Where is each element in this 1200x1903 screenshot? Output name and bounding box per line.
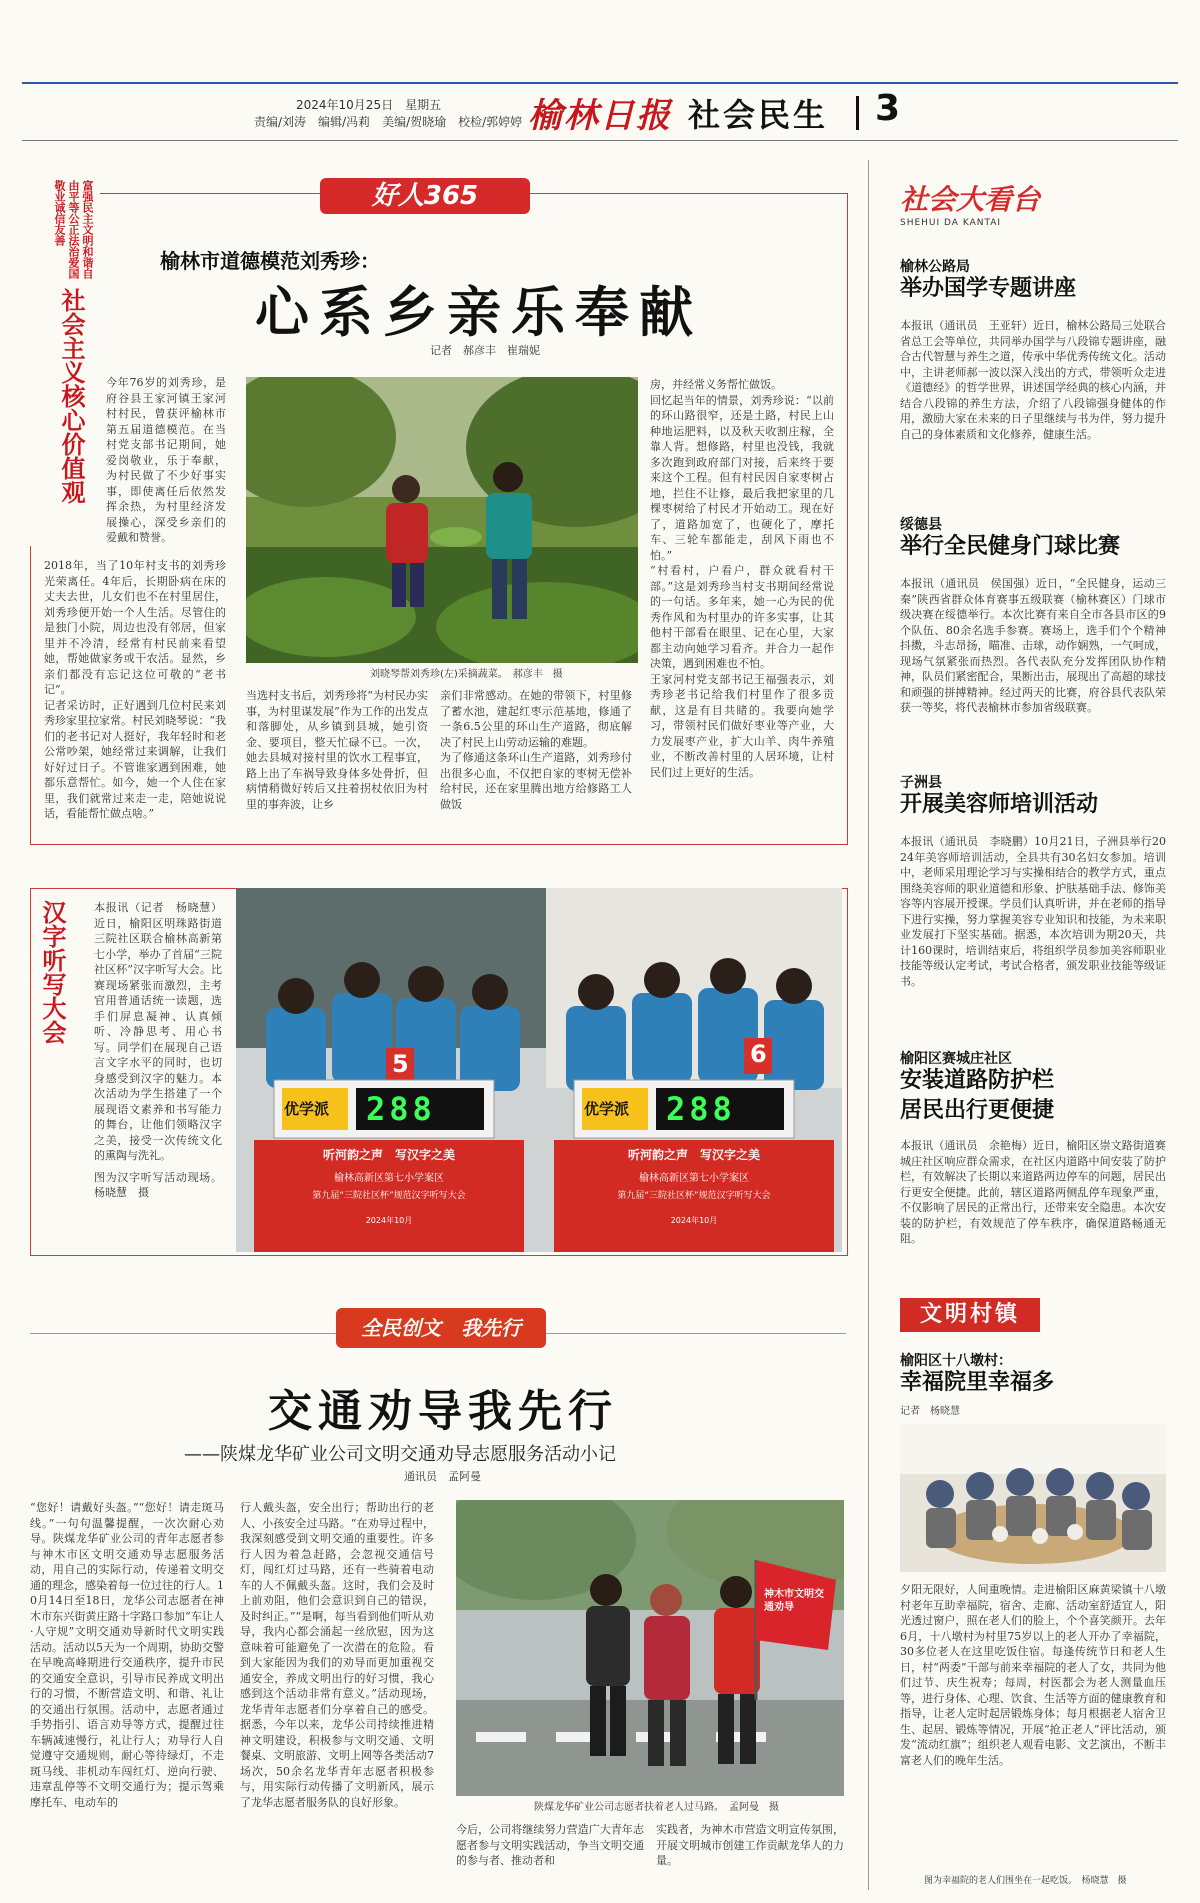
civ-para: 夕阳无限好，人间重晚情。走进榆阳区麻黄梁镇十八墩村老年互助幸福院，宿舍、走廊、活动室舒适宜人，阳光透过窗户，照在老人们的脸上，个个喜笑颜开。去年6月，十八墩村为村里75岁以上的老人开办了幸福院，30多位老人在这里吃饭住宿。每逢传统节日和老人生日，村“两委”干部与前来幸福院的老人了女，共同为他们过节、庆生祝寿；每周，村医都会为老人测量血压等，进行身体、心理、饮食、生活等方面的健康教育和指导，让老人定时起居锻炼身体；每月根据老人宿舍卫生、起居、锻炼等情况，开展“抢正老人”评比活动，颁发“流动红旗”；组织老人观看电影、文艺演出，不断丰富老人们的晚年生活。 (900, 1583, 1166, 1767)
feature1-col4c-para: “村看村，户看户，群众就看村干部。”这是刘秀珍当村支书期间经常说的一句话。多年来，她一心为民的优秀作风和为村里办的许多实事，让其他村干部看在眼里、记在心里，大家都主动向她学习看齐。并合力一起作决策，遇到困难也不怕。 (650, 564, 834, 670)
civ-title: 幸福院里幸福多 (900, 1370, 1055, 1395)
masthead-logo: 榆林日报 (528, 96, 672, 136)
sidebar-item1-text (900, 318, 1166, 488)
feature3-col1 (30, 1500, 224, 1893)
civ-sub: 榆阳区十八墩村： (900, 1353, 1012, 1369)
desk-left-line3: 第九届“三院社区杯”规范汉字听写大会 (312, 1191, 466, 1201)
feature1-col4 (650, 377, 834, 839)
desk-right-number: 6 (750, 1040, 767, 1068)
feature1-kicker-logo: 好人365 (320, 178, 530, 214)
feature1-col3 (440, 688, 632, 838)
desk-right-date: 2024年10月 (670, 1216, 718, 1225)
desk-left-number: 5 (392, 1050, 409, 1078)
masthead-separator (856, 96, 859, 130)
civ-photo-art (900, 1424, 1166, 1572)
feature3-byline: 通讯员 孟阿曼 (404, 1470, 481, 1483)
sidebar-item2-sub: 绥德县 (900, 517, 942, 533)
feature3-col4-para: 实践者，为神木市营造文明宣传氛围，开展文明城市创建工作贡献龙华人的力量。 (656, 1823, 844, 1867)
sidebar-item1-para: 本报讯（通讯员 王亚轩）近日，榆林公路局三处联合省总工会等单位，共同举办国学与八段锦专题讲座，融合古代智慧与养生之道，传承中华优秀传统文化。活动中，主讲老师郝一波以深入浅出的方式，带领听众走进《道德经》的哲学世界，讲述国学经典的核心内涵，并结合八段锦的养生方法，介绍了八段锦强身健体的作用，激励大家在未来的日子里继续与书为伴，努力提升自己的身体素质和文化修养，健康生活。 (900, 319, 1166, 441)
feature1-col1 (106, 375, 226, 555)
scoreboard-right-score: 288 (666, 1090, 736, 1128)
feature3-photo-art (456, 1500, 844, 1796)
masthead-date: 2024年10月25日 星期五 (296, 98, 442, 112)
feature1-kicker: 榆林市道德模范刘秀珍： (160, 249, 380, 273)
feature1-photo-caption: 刘晓琴帮刘秀珍(左)采摘蔬菜。 郝彦丰 摄 (370, 669, 563, 680)
feature3-col2-para: 行人戴头盔，安全出行；帮助出行的老人、小孩安全过马路。“在劝导过程中，我深刻感受到文明交通的重要性。许多行人因为着急赶路，会忽视交通信号灯，闯红灯过马路，还有一些骑着电动车的人不佩戴头盔。这时，我们会及时上前劝阻，他们会意识到自己的错误，及时纠正。”“是啊，每当看到他们听从劝导，我内心都会涌起一丝欣慰，因为这意味着可能避免了一次潜在的危险。看到大家能因为我们的劝导而更加重视交通安全，养成文明出行的好习惯，我心感到这个活动非常有意义。”活动现场，龙华青年志愿者们分享着自己的感受。据悉，今年以来，龙华公司持续推进精神文明建设，积极参与文明交通、文明餐桌、文明旅游、文明上网等各类活动7场次，50余名龙华青年志愿者积极参与，用实际行动传播了文明新风，展示了龙华志愿者服务队的良好形象。 (240, 1501, 434, 1809)
feature1-col3b-para: 为了修通这条环山生产道路，刘秀珍付出很多心血，不仅把自家的枣树无偿补给村民，还在家里腾出地方给修路工人做饭 (440, 751, 632, 811)
feature1-col1-para: 今年76岁的刘秀珍，是府谷县王家河镇王家河村村民，曾获评榆林市第五届道德模范。在当村党支部书记期间，她爱岗敬业，乐于奉献，为村民做了不少好事实事，即使离任后依然发挥余热，为村里经济发展操心，深受乡亲们的爱戴和赞誉。 (106, 376, 226, 544)
desk-right-line2: 榆林高新区第七小学案区 (639, 1173, 749, 1184)
sidebar-item2-title: 举行全民健身门球比赛 (900, 534, 1121, 559)
masthead-editors: 责编/刘涛 编辑/冯莉 美编/贺晓瑜 校检/郭婷婷 (254, 115, 523, 129)
desk-left-date: 2024年10月 (365, 1216, 413, 1225)
sidebar-item4-para: 本报讯（通讯员 余艳梅）近日，榆阳区崇文路街道赛城庄社区响应群众需求，在社区内道路中间安装了防护栏，有效解决了长期以来道路两边停车的问题，居民出行更安全便捷。此前，辖区道路两侧乱停车现象严重，不仅影响了居民的正常出行，还带来安全隐患。本次安装的防护栏，有效规范了停车秩序，确保道路畅通无阻。 (900, 1139, 1166, 1245)
feature3-subhead: ——陕煤龙华矿业公司文明交通劝导志愿服务活动小记 (184, 1444, 616, 1465)
desk-left-line1: 听河韵之声 写汉字之美 (322, 1148, 455, 1162)
sidebar-logo-main: 社会大看台 (900, 183, 1041, 216)
sidebar-item2-text (900, 576, 1166, 762)
feature1-col4b-para: 回忆起当年的情景，刘秀珍说：“以前的环山路很窄，还是土路，村民上山种地运肥料，以及秋天收割庄稼，全靠人背。想修路，村里也没钱，我就多次跑到政府部门对接，后来终于要来这个工程。但有村民因自家枣树占地，拦住不让修，最后我把家里的几棵枣树给了村民才开始动工。现在好了，道路加宽了，也硬化了，摩托车、三轮车都能走，刮风下雨也不怕。” (650, 393, 834, 562)
scoreboard-left-team: 优学派 (284, 1100, 330, 1118)
desk-right-line3: 第九届“三院社区杯”规范汉字听写大会 (617, 1191, 771, 1201)
feature1-headline: 心系乡亲乐奉献 (255, 281, 703, 344)
feature3-flag-text: 神木市文明交通劝导 (764, 1589, 824, 1613)
feature2-text-para: 本报讯（记者 杨晓慧）近日，榆阳区明珠路街道三院社区联合榆林高新第七小学，举办了首届“三院社区杯”汉字听写大会。比赛现场紧张而激烈，主考官用普通话统一读题，选手们屏息凝神、认真倾听、冷静思考、用心书写。同学们在展现自己语言文字水平的同时，也切身感受到汉字的魅力。本次活动为学生搭建了一个展现语文素养和书写能力的舞台，让他们领略汉字之美，接受一次传统文化的熏陶与洗礼。 (94, 901, 222, 1162)
feature1-col4d-para: 王家河村党支部书记王福强表示，刘秀珍老书记给我们村里作了很多贡献，这是有目共睹的。我要向她学习，带领村民们做好枣业等产业，大力发展枣产业，扩大山羊、肉牛养殖业，不断改善村里的人居环境，让村民们过上更好的生活。 (650, 672, 834, 779)
sidebar-item2-para: 本报讯（通讯员 侯国强）近日，“全民健身，运动三秦”陕西省群众体育赛事五级联赛（榆林赛区）门球市级决赛在绥德举行。本次比赛有来自全市各县市区的9个队伍、80余名选手参赛。赛场上，选手们个个精神抖擞，斗志昂扬，瞄准、击球，动作娴熟，一气呵成，现场气氛紧张而热烈。各代表队充分发挥团队协作精神，队员们紧密配合，果断出击，展现出了高超的球技和顽强的拼搏精神。经过两天的比赛，府谷县代表队荣获一等奖，将代表榆林市参加省级联赛。 (900, 577, 1166, 714)
sidebar-item1-sub: 榆林公路局 (900, 259, 970, 275)
feature3-col3 (456, 1822, 644, 1892)
masthead-page-number: 3 (875, 88, 901, 129)
values-banner-label: 社会主义核心价值观 (57, 288, 85, 504)
feature3-col3-para: 今后，公司将继续努力营造广大青年志愿者参与文明实践活动，争当文明交通的参与者、推动者和 (456, 1823, 644, 1867)
sidebar-item4-sub: 榆阳区赛城庄社区 (900, 1051, 1012, 1067)
feature3-col4 (656, 1822, 844, 1892)
feature2-caption: 图为汉字听写活动现场。杨晓慧 摄 (94, 1170, 222, 1199)
feature1-photo-art (246, 377, 638, 663)
sidebar-logo-pinyin: SHEHUI DA KANTAI (900, 218, 1002, 228)
civ-tag: 文明村镇 (900, 1298, 1040, 1332)
sidebar-item4-title-line1: 安装道路防护栏 (900, 1068, 1055, 1093)
feature3-headline: 交通劝导我先行 (268, 1386, 618, 1437)
feature1-col2-para: 当选村支书后，刘秀珍将“为村民办实事，为村里谋发展”作为工作的出发点和落脚处，从乡镇到县城，她引资金、要项目，整天忙碌不已。一次，她去县城对接村里的饮水工程事宜，路上出了车祸导致身体多处骨折，但病情稍微好转后又拄着拐杖依旧为村里的事奔波，让乡 (246, 689, 428, 811)
feature3-col1-para: “您好！请戴好头盔。”“您好！请走斑马线。”一句句温馨提醒，一次次耐心劝导。陕煤龙华矿业公司的青年志愿者参与神木市区文明交通劝导志愿服务活动，用自己的实际行动，传递着文明交通的理念，感染着每一位过往的行人。10月14日至18日，龙华公司志愿者在神木市东兴街黄庄路十字路口参加“车让人·人守规”文明交通劝导新时代文明实践活动。活动以5天为一个周期，协助交警在早晚高峰期进行交通秩序，提升市民的交通安全意识，引导市民养成文明出行的习惯，不断营造文明、和谐、礼让的交通出行氛围。活动中，志愿者通过手势指引、语言劝导等方式，提醒过往车辆减速慢行，礼让行人；劝导行人自觉遵守交通规则，耐心等待绿灯，不走斑马线、非机动车闯红灯、逆向行驶、违章乱停等不文明交通行为；提示驾乘摩托车、电动车的 (30, 1501, 224, 1809)
values-banner-words: 富强民主文明和谐自由平等公正法治爱国敬业诚信友善 (53, 180, 94, 279)
feature1-col4-para: 房，并经常义务帮忙做饭。 (650, 378, 782, 391)
civ-photo (900, 1424, 1166, 1572)
values-banner (30, 176, 100, 546)
feature1-col1b-para: 2018年，当了10年村支书的刘秀珍光荣离任。4年后，长期卧病在床的丈夫去世，儿女们也不在村里居住，刘秀珍便开始一个人生活。尽管住的是独门小院，周边也没有邻居，但家里并不冷清，经常有村民前来看望她，帮她做家务或干农活。显然，乡亲们都没有忘记这位可敬的“老书记”。 (44, 559, 226, 696)
sidebar-separator (868, 160, 869, 1890)
feature3-photo (456, 1500, 844, 1796)
feature2-text (94, 900, 222, 1245)
sidebar-item3-title: 开展美容师培训活动 (900, 792, 1099, 817)
sidebar-item1-title: 举办国学专题讲座 (900, 276, 1077, 301)
sidebar-logo (900, 178, 1100, 228)
civ-text (900, 1582, 1166, 1868)
sidebar-item4-text (900, 1138, 1166, 1290)
desk-right-sign (558, 1146, 830, 1226)
feature1-col2 (246, 688, 428, 838)
civ-byline: 记者 杨晓慧 (900, 1406, 960, 1417)
feature1-col1c-para: 记者采访时，正好遇到几位村民来刘秀珍家里拉家常。村民刘晓琴说：“我们的老书记对人挺好，我年轻时和老公常吵架，她经常过来调解，让我们好好过日子。不管谁家遇到困难，她都乐意帮忙。如今，她一个人住在家里，我们就常过来走一走，陪她说说话，看能帮忙做点啥。” (44, 698, 226, 820)
sidebar-item3-sub: 子洲县 (900, 775, 942, 791)
feature3-photo-caption: 陕煤龙华矿业公司志愿者扶着老人过马路。 孟阿曼 摄 (534, 1802, 779, 1813)
feature1-col3-para: 亲们非常感动。在她的带领下，村里修了蓄水池，建起红枣示范基地，修通了一条6.5公里的环山生产道路，彻底解决了村民上山劳动运输的难题。 (440, 689, 632, 749)
feature2-vertical-title: 汉字听写大会 (38, 900, 66, 1044)
scoreboard-right-team: 优学派 (584, 1100, 630, 1118)
sidebar-item3-para: 本报讯（通讯员 李晓鹏）10月21日，子洲县举行2024年美容师培训活动，全县共有30名妇女参加。培训中，老师采用理论学习与实操相结合的教学方式，重点围绕美容师的职业道德和形象、护肤基础手法、修饰美容等内容展开授课。学员们认真听讲，并在老师的指导下进行实操，努力掌握美容专业知识和技能，为未来职业发展打下坚实基础。据悉，本次培训为期20天，共计160课时，培训结束后，将组织学员参加美容师职业技能等级认定考试，考试合格者，颁发职业技能等级证书。 (900, 835, 1166, 988)
feature1-photo (246, 377, 638, 663)
feature2-photo (236, 888, 842, 1252)
masthead-top-rule (22, 82, 1178, 84)
feature3-col2 (240, 1500, 434, 1893)
desk-left-sign (258, 1146, 520, 1226)
desk-right-line1: 听河韵之声 写汉字之美 (627, 1148, 760, 1162)
feature1-byline: 记者 郝彦丰 崔瑞妮 (430, 344, 540, 357)
masthead-bottom-rule (22, 140, 1178, 141)
desk-left-line2: 榆林高新区第七小学案区 (334, 1173, 444, 1184)
scoreboard-left-score: 288 (366, 1090, 436, 1128)
feature3-banner: 全民创文 我先行 (336, 1308, 546, 1348)
civ-caption: 图为幸福院的老人们围坐在一起吃饭。 杨晓慧 摄 (924, 1876, 1127, 1886)
sidebar-item4-title-line2: 居民出行更便捷 (900, 1098, 1055, 1123)
feature1-col1-lower (44, 558, 226, 833)
sidebar-item3-text (900, 834, 1166, 1030)
masthead-section: 社会民生 (688, 96, 829, 134)
